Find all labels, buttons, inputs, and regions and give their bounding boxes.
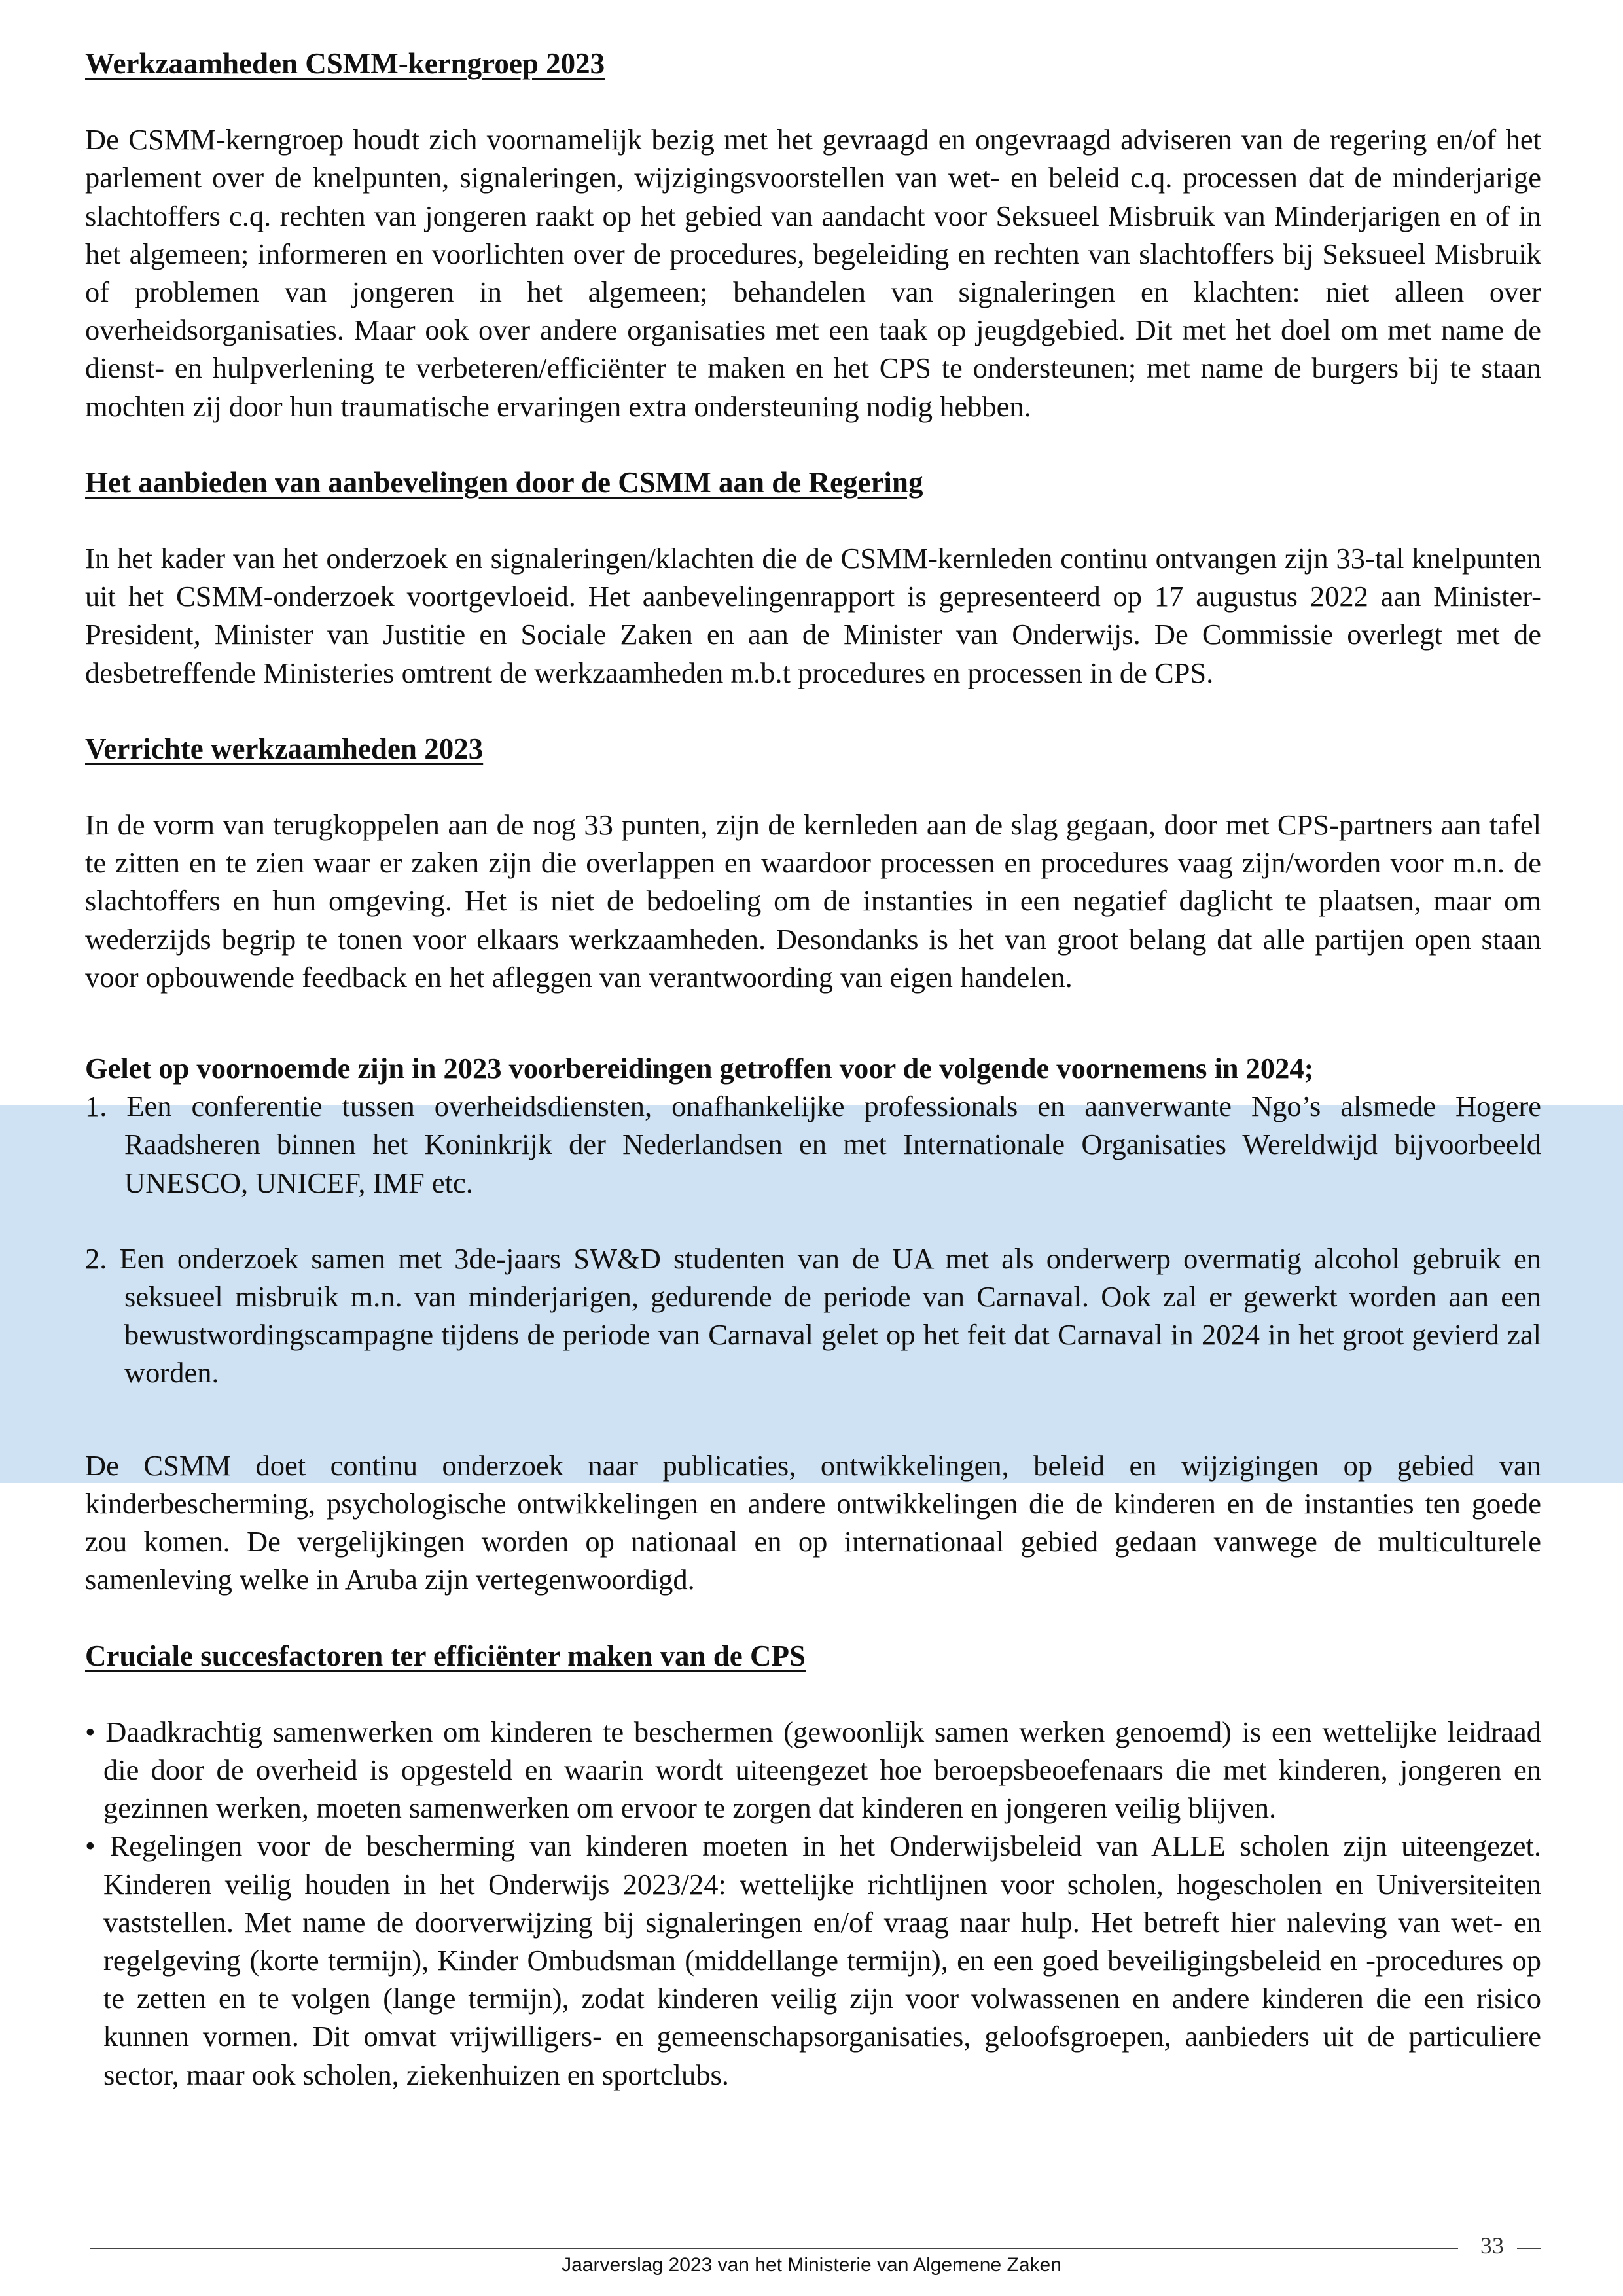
paragraph-werkzaamheden: De CSMM-kerngroep houdt zich voornamelijk bezig met het gevraagd en ongevraagd adviseren van de regering en/of het parlement over de knelpunten, signaleringen, wijzigingsvoorstellen van wet- en beleid c.q. processen dat de minderjarige slachtoffers c.q. rechten van jongeren raakt op het gebied van aandacht voor Seksueel Misbruik van Minderjarigen en of in het algemeen; informeren en voorlichten over de procedures, begeleiding en rechten van slachtoffers bij Seksueel Misbruik of problemen van jongeren in het algemeen; behandelen van signaleringen en klachten: niet alleen over overheidsorganisaties. Maar ook over andere organisaties met een taak op jeugdgebied. Dit met het doel om met name de dienst- en hulpverlening te verbeteren/efficiënter te maken en het CPS te ondersteunen; met name de burgers bij te staan mochten zij door hun traumatische ervaringen extra ondersteuning nodig hebben. [85, 123, 1541, 423]
section-heading-werkzaamheden: Werkzaamheden CSMM-kerngroep 2023 [85, 47, 605, 80]
paragraph-aanbevelingen: In het kader van het onderzoek en signaleringen/klachten die de CSMM-kernleden continu ontvangen zijn 33-tal knelpunten uit het CSMM-onderzoek voortgevloeid. Het aanbevelingenrapport is gepresenteerd op 17 augustus 2022 aan Minister-President, Minister van Justitie en Sociale Zaken en aan de Minister van Onderwijs. De Commissie overlegt met de desbetreffende Ministeries omtrent de werkzaamheden m.b.t procedures en processen in de CPS. [85, 542, 1541, 689]
page-number-divider [1517, 2248, 1541, 2249]
footer-text: Jaarverslag 2023 van het Ministerie van Algemene Zaken [562, 2254, 1061, 2276]
section-heading-verrichte: Verrichte werkzaamheden 2023 [85, 732, 484, 765]
paragraph-onderzoek: De CSMM doet continu onderzoek naar publicaties, ontwikkelingen, beleid en wijzigingen op gebied van kinderbescherming, psychologische ontwikkelingen en andere ontwikkelingen die de kinderen en de instanties ten goede zou komen. De vergelijkingen worden op nationaal en op internationaal gebied gedaan vanwege de multiculturele samenleving welke in Aruba zijn vertegenwoordigd. [85, 1448, 1541, 1596]
factors-list [85, 1713, 1541, 2094]
footer-divider [90, 2248, 1458, 2249]
plans-block [85, 1049, 1541, 1392]
page-number: 33 [1480, 2233, 1504, 2259]
section-heading-succesfactoren: Cruciale succesfactoren ter efficiënter maken van de CPS [85, 1639, 806, 1672]
paragraph-verrichte: In de vorm van terugkoppelen aan de nog 33 punten, zijn de kernleden aan de slag gegaan, door met CPS-partners aan tafel te zitten en te zien waar er zaken zijn die overlappen en waardoor processen en procedures vaag zijn/worden voor m.n. de slachtoffers en hun omgeving. Het is niet de bedoeling om de instanties in een negatief daglicht te plaatsen, maar om wederzijds begrip te tonen voor elkaars werkzaamheden. Desondanks is het van groot belang dat alle partijen open staan voor opbouwende feedback en het afleggen van verantwoording van eigen handelen. [85, 808, 1541, 994]
section-heading-aanbevelingen: Het aanbieden van aanbevelingen door de CSMM aan de Regering [85, 465, 923, 499]
plans-list [85, 1087, 1541, 1391]
plans-item-1: 1. Een conferentie tussen overheidsdiensten, onafhankelijke professionals en aanverwante Ngo’s alsmede Hogere Raadsheren binnen het Koninkrijk der Nederlandsen en met Internationale Organisaties Wereldwijd bijvoorbeeld UNESCO, UNICEF, IMF etc. [85, 1090, 1541, 1199]
factors-item-1: • Daadkrachtig samenwerken om kinderen te beschermen (gewoonlijk samen werken genoemd) is een wettelijke leidraad die door de overheid is opgesteld en waarin wordt uiteengezet hoe beroepsbeoefenaars die met kinderen, jongeren en gezinnen werken, moeten samenwerken om ervoor te zorgen dat kinderen en jongeren veilig blijven. [85, 1715, 1541, 1825]
factors-item-2: • Regelingen voor de bescherming van kinderen moeten in het Onderwijsbeleid van ALLE scholen zijn uiteengezet. Kinderen veilig houden in het Onderwijs 2023/24: wettelijke richtlijnen voor scholen, hogescholen en Universiteiten vaststellen. Met name de doorverwijzing bij signaleringen en/of vraag naar hulp. Het betreft hier naleving van wet- en regelgeving (korte termijn), Kinder Ombudsman (middellange termijn), en een goed beveiligingsbeleid en -procedures op te zetten en te volgen (lange termijn), zodat kinderen veilig zijn voor volwassenen en andere kinderen die een risico kunnen vormen. Dit omvat vrijwilligers- en gemeenschapsorganisaties, geloofsgroepen, aanbieders uit de particuliere sector, maar ook scholen, ziekenhuizen en sportclubs. [85, 1829, 1541, 2091]
plans-item-2: 2. Een onderzoek samen met 3de-jaars SW&D studenten van de UA met als onderwerp overmatig alcohol gebruik en seksueel misbruik m.n. van minderjarigen, gedurende de periode van Carnaval. Ook zal er gewerkt worden aan een bewustwordingscampagne tijdens de periode van Carnaval gelet op het feit dat Carnaval in 2024 in het groot gevierd zal worden. [85, 1242, 1541, 1390]
plans-title: Gelet op voornoemde zijn in 2023 voorbereidingen getroffen voor de volgende voornemens in 2024; [85, 1052, 1314, 1085]
page-content [85, 45, 1541, 2094]
